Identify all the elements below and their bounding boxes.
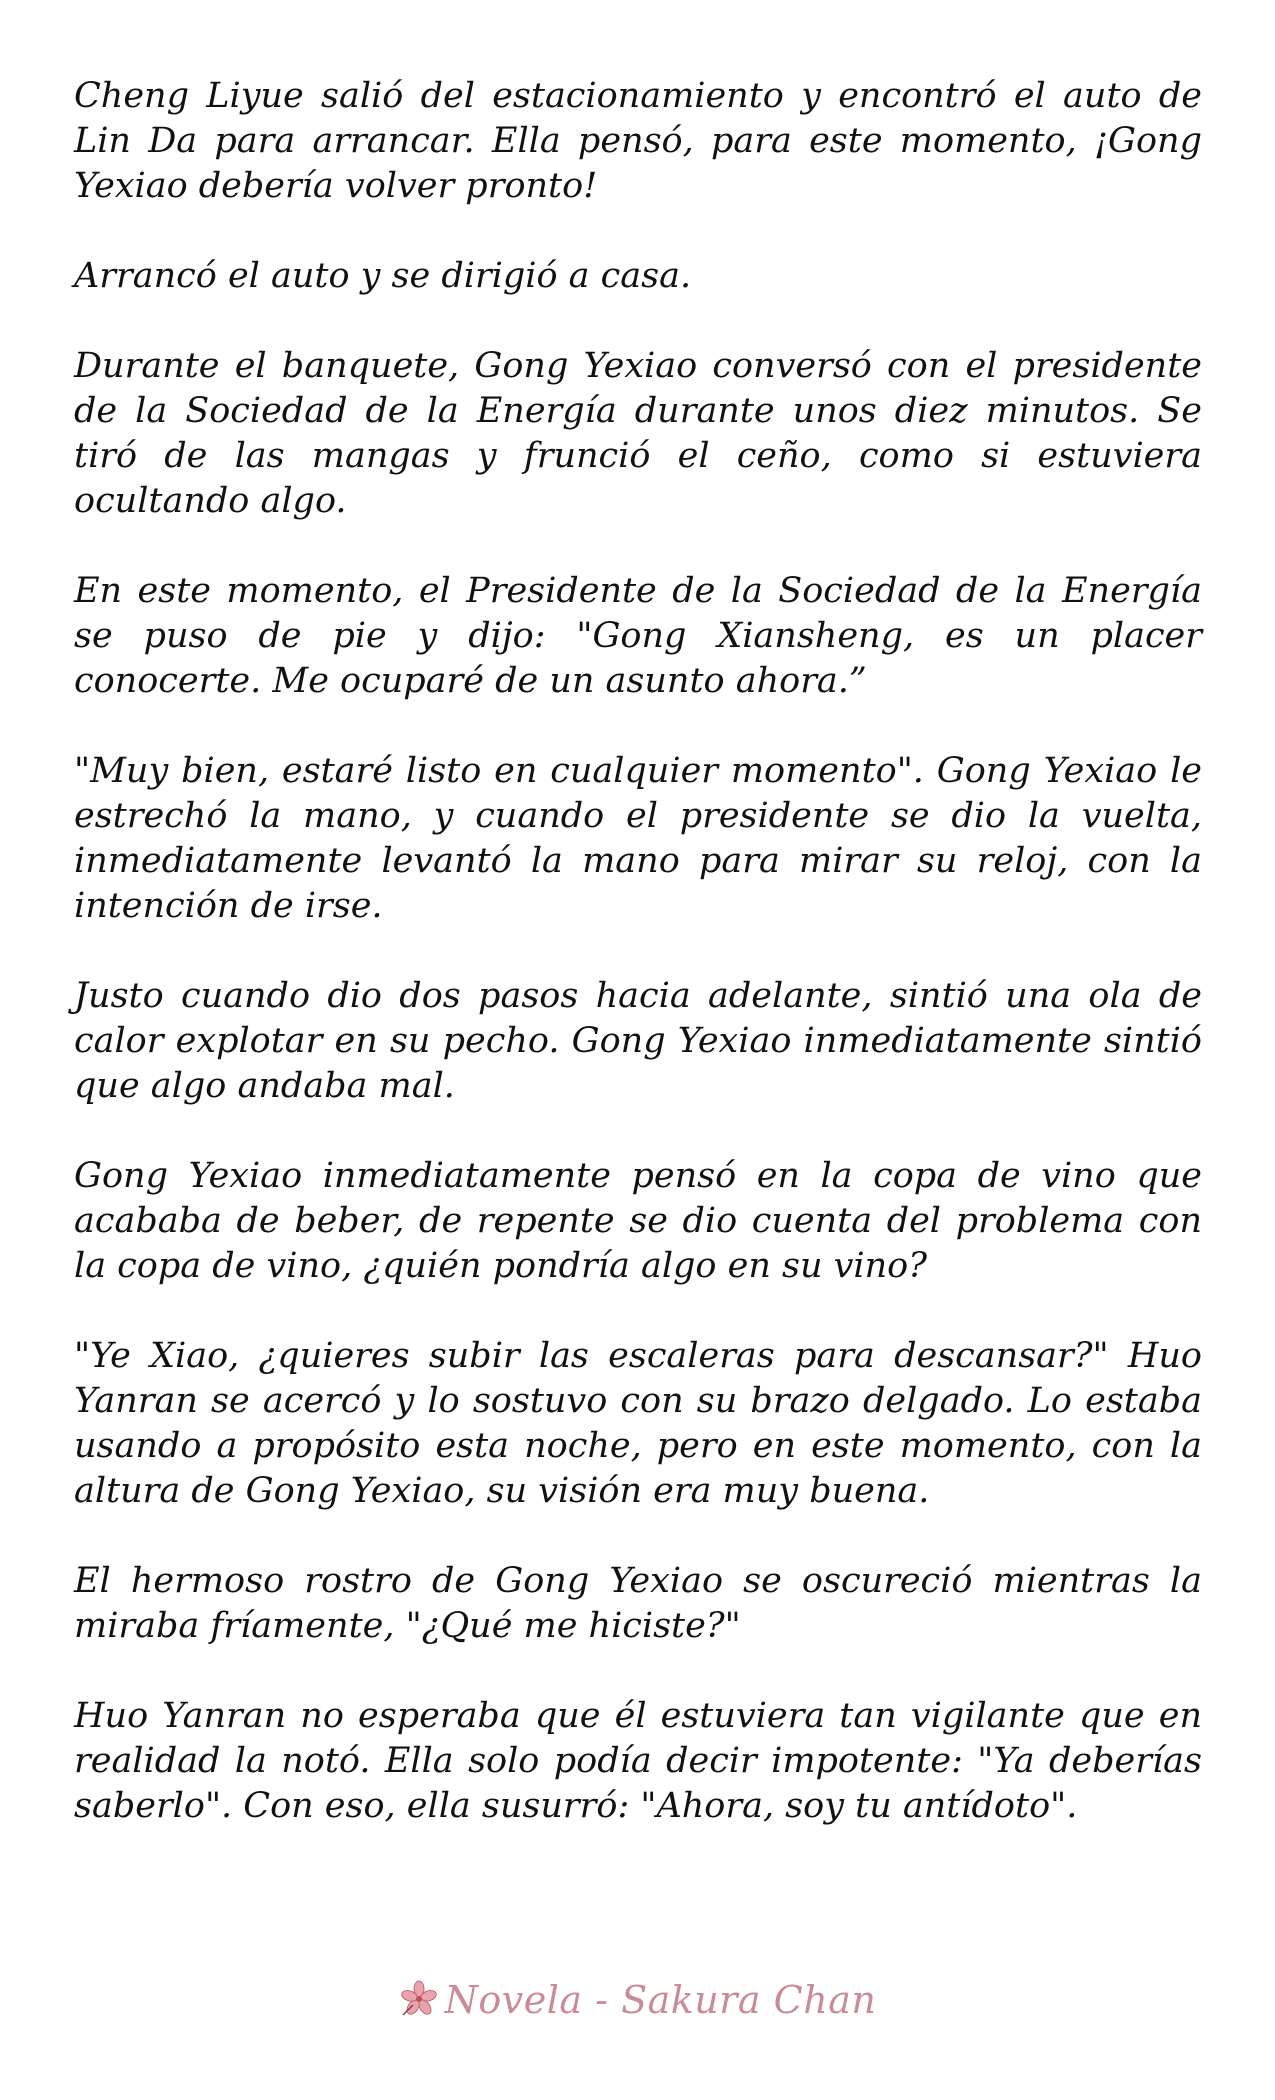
paragraph: Gong Yexiao inmediatamente pensó en la copa de vino que acababa de beber, de repente se dio cuenta del problema con la copa de vino, ¿quién pondría algo en su vino? xyxy=(74,1156,1202,1286)
watermark-text: Novela - Sakura Chan xyxy=(444,1978,877,2022)
paragraph: Cheng Liyue salió del estacionamiento y encontró el auto de Lin Da para arrancar. Ella pensó, para este momento, ¡Gong Yexiao debería volver pronto! xyxy=(74,76,1202,206)
paragraph: Justo cuando dio dos pasos hacia adelante, sintió una ola de calor explotar en su pecho. Gong Yexiao inmediatamente sintió que algo andaba mal. xyxy=(74,976,1202,1106)
paragraph: Huo Yanran no esperaba que él estuviera tan vigilante que en realidad la notó. Ella solo podía decir impotente: "Ya deberías saberlo". Con eso, ella susurró: "Ahora, soy tu antídoto". xyxy=(74,1696,1202,1826)
paragraph: En este momento, el Presidente de la Sociedad de la Energía se puso de pie y dijo: "Gong Xiansheng, es un placer conocerte. Me ocuparé de un asunto ahora.” xyxy=(74,571,1202,701)
document-body xyxy=(74,74,1202,1829)
sakura-flower-icon xyxy=(399,1979,439,2019)
paragraph: Durante el banquete, Gong Yexiao conversó con el presidente de la Sociedad de la Energía durante unos diez minutos. Se tiró de las mangas y frunció el ceño, como si estuviera ocultando algo. xyxy=(74,346,1202,521)
paragraph: El hermoso rostro de Gong Yexiao se oscureció mientras la miraba fríamente, "¿Qué me hiciste?" xyxy=(74,1561,1202,1646)
watermark xyxy=(0,1978,1275,2022)
paragraph: Arrancó el auto y se dirigió a casa. xyxy=(74,256,692,296)
paragraph: "Muy bien, estaré listo en cualquier momento". Gong Yexiao le estrechó la mano, y cuando el presidente se dio la vuelta, inmediatamente levantó la mano para mirar su reloj, con la intención de irse. xyxy=(74,751,1202,926)
paragraph: "Ye Xiao, ¿quieres subir las escaleras para descansar?" Huo Yanran se acercó y lo sostuvo con su brazo delgado. Lo estaba usando a propósito esta noche, pero en este momento, con la altura de Gong Yexiao, su visión era muy buena. xyxy=(74,1336,1202,1511)
